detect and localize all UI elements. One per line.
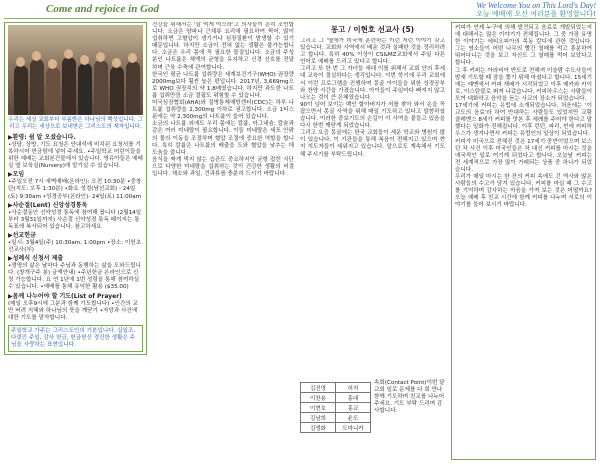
header-right — [476, 2, 596, 18]
header-left-title: Come and rejoice in God — [46, 3, 160, 15]
health-paragraph: 미국심장협회(AHA)와 질병통제예방센터(CDC)는 하루 나트륨 섭취량을 2,300mg 이하로 권고합니다. 소금 1티스푼에는 약 2,300mg의 나트륨이 들어 있습니다. — [152, 100, 294, 121]
lent-reading-heading: ▶사순절(Lent) 신앙성경통독 — [8, 201, 88, 209]
missionary-paragraph: 그리고 그 '옆에가 미국에 훈련하는 이런 저런 이야기 갖고 있습니다. 교회와 사역에서 배운 것과 실패한 것을 정리하려고 합니다. 특히 40% 이상이 CS&MZ교회에서 주일 다른 언어로 예배를 드리고 있다고 합니다. — [300, 38, 445, 66]
grid-cell: 허지 — [336, 383, 371, 393]
prayer-list-text: (매일 오후9시에 그분과 함께 기도합니다) •인간의 교만 버려 지혜와 하나님의 뜻을 깨닫기 •자망과 사건에 대한 기도를 맡자합니다. — [8, 300, 138, 321]
grid-cell: 김남희 — [301, 413, 336, 423]
welcome-text: •상담, 상방, 기도 요청은 안내석에 비치된 요청서를 기록하시어 헌금함에 넣어 주세요. •주일학교 어린이들을 위한 예배는 교회본건물에서 있습니다. 영유아들은 예배실 옆 보육실(Nursery)에 맡기실 수 있습니다. — [8, 142, 143, 170]
group-photo — [8, 25, 143, 115]
health-paragraph: 음식을 짜게 먹지 않는 습관도 중요하지만 균형 잡힌 식단으로 다양한 미네랄을 섭취하는 것이 건강한 생활의 비결입니다. 채소와 과일, 견과류를 충분히 드시기 바랍니다. — [152, 156, 294, 177]
missionary-paragraph: 그리고 요즘 몽골에는 한국 교회들이 세운 학교와 병원이 많이 있습니다. 이 기관들을 통해 복음이 전해지고 있으며 현지 지도자들이 세워지고 있습니다. 앞으로도 계속해서 기도해 주시기를 부탁드립니다. — [300, 130, 445, 158]
health-paragraph: 소금의 나트륨 외에도 우리 몸에는 칼륨, 마그네슘, 칼슘과 같은 여러 미네랄이 필요합니다. 이들 미네랄은 세포 안팎의 물의 이동을 조절하며 혈압 조절에 중요한 역할을 합니다. 특히 칼륨은 나트륨의 배출을 도와 혈압을 낮추는 데 도움을 줍니다. — [152, 121, 294, 156]
grid-cell: 이찬용 — [301, 393, 336, 403]
contact-section — [300, 380, 445, 433]
contact-grid — [300, 382, 371, 433]
header-welcome-en: We Welcome You on This Lord's Day! — [476, 1, 596, 10]
missionary-paragraph: 그리고 또 한 번 그 자녀들 세대 이를 위해서 교회 안의 후세대 교육이 절실하다는 생각입니다. 이번 학기에 우리 교회에서 이런 프로그램을 진행하며 몽골 아이들을 위한 성경공부와 찬양 시간을 가졌습니다. 아이들이 주일마다 빠지지 않고 나오는 것이 큰 은혜였습니다. — [300, 66, 445, 101]
grid-cell: 김생화 — [301, 423, 336, 433]
health-paragraph: 한국인 평균 나트륨 섭취량은 세계보건기구(WHO) 권장량 2000mg보다 훨씬 높은 편입니다. 2017년, 3,669mg으로 WHO 권장치의 약 1.8배였습니다. 하지만 과도한 나트륨 섭취만큼 소금 결핍도 위험할 수 있습니다. — [152, 71, 294, 99]
health-paragraph: 건강을 위해서는 '살 먹게 먹으라'고 의사들이 흔히 조언합니다. 소금은 양파나 근채류 요리에 필요하여 찍어, 많이 섭취하면 고혈압이 생기거나 심장질환이 발생할 수 있기 때문입니다. 하지만 소금이 전혀 없는 생활은 불가능합니다. 소금은 우리 몸에 꼭 필요한 물질입니다. 소금의 주성분인 나트륨은 체액의 균형을 유지하고 신경 신호를 전달하며 근육 수축에 관여합니다. — [152, 22, 294, 71]
grid-cell: 홍대 — [336, 393, 371, 403]
coffee-paragraph: 우리가 매일 마시는 한 잔의 커피 속에도 긴 역사와 많은 사람들의 수고가 담겨 있습니다. 커피를 마실 때 그 수고를 기억하며 감사하는 마음을 가져 보는 것은 어떨까요? 오늘 예배 후 친교 시간에 함께 커피를 나누며 서로의 이야기를 들어 보시기 바랍니다. — [455, 173, 592, 209]
meetings-heading: ▶모임 — [8, 171, 25, 179]
missionary-letter — [300, 38, 445, 384]
grid-cell: 이현호 — [301, 403, 336, 413]
grid-cell: 김진영 — [301, 383, 336, 393]
photo-caption: 우리는 세상 교회부터 부름받은 하나님의 백성입니다. 그리고 우리는 세상으로 보내받은 그리스도의 제자입니다. — [8, 117, 143, 130]
coffee-article — [455, 25, 592, 209]
mission-offering-text: •일시: 3월4일(주) 10:30am, 1:00pm •장소: 이헌초선교사(부) — [8, 239, 142, 254]
coffee-paragraph: 17세기에 커피는 유럽에 소개되었습니다. 처음에는 '이교도의 음료'라 하여 반대하는 사람들도 있었지만 교황 클레멘스 8세가 커피를 맛본 후 세례를 주어야 한다고 말했다는 일화가 전해집니다. 이후 런던, 파리, 빈에 커피하우스가 생겨나면서 커피는 유럽인의 일상이 되었습니다. — [455, 103, 592, 138]
contact-point-text: 속회(Contact Point)이번 달 교회 일로 문제를 다 회 만나 함께 기도하며 친교를 나누어 주세요. 기도 부탁 드리며 감사합니다. — [374, 380, 445, 414]
announcements-column — [4, 22, 147, 460]
header-rule — [4, 18, 596, 19]
coffee-article-column — [451, 22, 596, 460]
coffee-article-frame — [451, 22, 596, 460]
grid-cell: 홍교 — [336, 403, 371, 413]
health-article-column — [152, 22, 294, 460]
grid-cell: 윤도 — [336, 413, 371, 423]
coffee-paragraph: 그 후 커피는 아라비아 반도로 전해져 이슬람 수도사들이 밤새 기도할 때 잠을 쫓기 위해 마셨다고 합니다. 15세기에는 예멘에서 커피 재배가 시작되었고 이후 메카와 카이로, 이스탄불로 퍼져 나갔습니다. 커피하우스는 사람들이 모여 대화하고 음악을 듣는 사교의 장소가 되었습니다. — [455, 67, 592, 102]
header-welcome-ko: 오늘 예배에 오신 여러분을 환영합니다! — [476, 10, 596, 18]
welcome-heading: ▶환영: 쉼 알 오셨습니다. — [8, 134, 76, 141]
health-article — [152, 22, 294, 178]
sacrament-request-text: •생명의 삶은 날마다 주님과 동행하는 삶을 도와드립니다. (창개구주 봉) 금액안내) •주년헌금 온라인으로 신청 가능합니다. 요 연 1년에 1번 성령을 통해 참여하실 수 있습니다. •예배를 통해 유익한 활용 ($35.00) — [8, 263, 141, 291]
photo-frame — [4, 22, 147, 355]
offering-note: 주일학교 가주는 그리스도인의 기본입니다. 십일조, 다릿증 주일, 감사 헌금, 헌금헌신 경건한 생활은 주님을 사랑하는 표현입니다. — [8, 325, 143, 352]
mission-offering-heading: ▶선교헌금 — [8, 231, 36, 239]
prayer-list-heading: ▶몸께 나누어야 할 기도(List of Prayer) — [8, 292, 122, 300]
missionary-title: 몽고 / 이현호 선교사 (5) — [330, 25, 415, 34]
coffee-paragraph: 커피가 언제 누구에 의해 발견되고 음료로 개발되었는지에 대해서는 많은 이야기가 전해집니다. 그 중 가장 유명한 이야기는 에티오피아의 목동 칼디에 관한 것입니다. 그는 염소들이 어떤 나무의 빨간 열매를 먹고 흥분하여 뛰어다니는 것을 보고 자신도 그 열매를 먹어 보았다고 합니다. — [455, 25, 592, 67]
lent-reading-text: •사순절동안 신약성경 통독에 참여해 봅니다 (2월14일부터 3월31일까지) 사순절 신약성경 통독 페이지는 통독표에 복사되어 있습니다. 참고하세요 — [8, 209, 142, 230]
meetings-text: •주일오전 7시 새벽예배(온라인): 오전 10:30분 •중창단(지도: 오후 1:30분) •화요 성경(남선교회) - 24일(토) 9:30am •성경공부(온라인)- 24일(토) 11:00am — [8, 179, 142, 200]
coffee-paragraph: 커피가 미국으로 전해진 것은 17세기 중반이었으며 보스턴 차 사건 이후 미국인들은 차 대신 커피를 마시는 것을 애국적인 일로 여기게 되었다고 합니다. 오늘날 커피는 전 세계적으로 가장 많이 거래되는 상품 중 하나가 되었습니다. — [455, 138, 592, 173]
grid-cell: 도마니카 — [336, 423, 371, 433]
missionary-paragraph: 90이 넘어 보이는 백인 할아버지가 저를 찾아 와서 손을 꼭 잡으면서 몽골 사역을 위해 매일 기도하고 있다고 말씀하셨습니다. 이러한 중보기도의 손길이 이 사역을 붙들고 있음을 다시 한번 깨닫게 되었습니다. — [300, 101, 445, 130]
sacrament-request-heading: ▶성례식 신청서 제출 — [8, 255, 64, 263]
